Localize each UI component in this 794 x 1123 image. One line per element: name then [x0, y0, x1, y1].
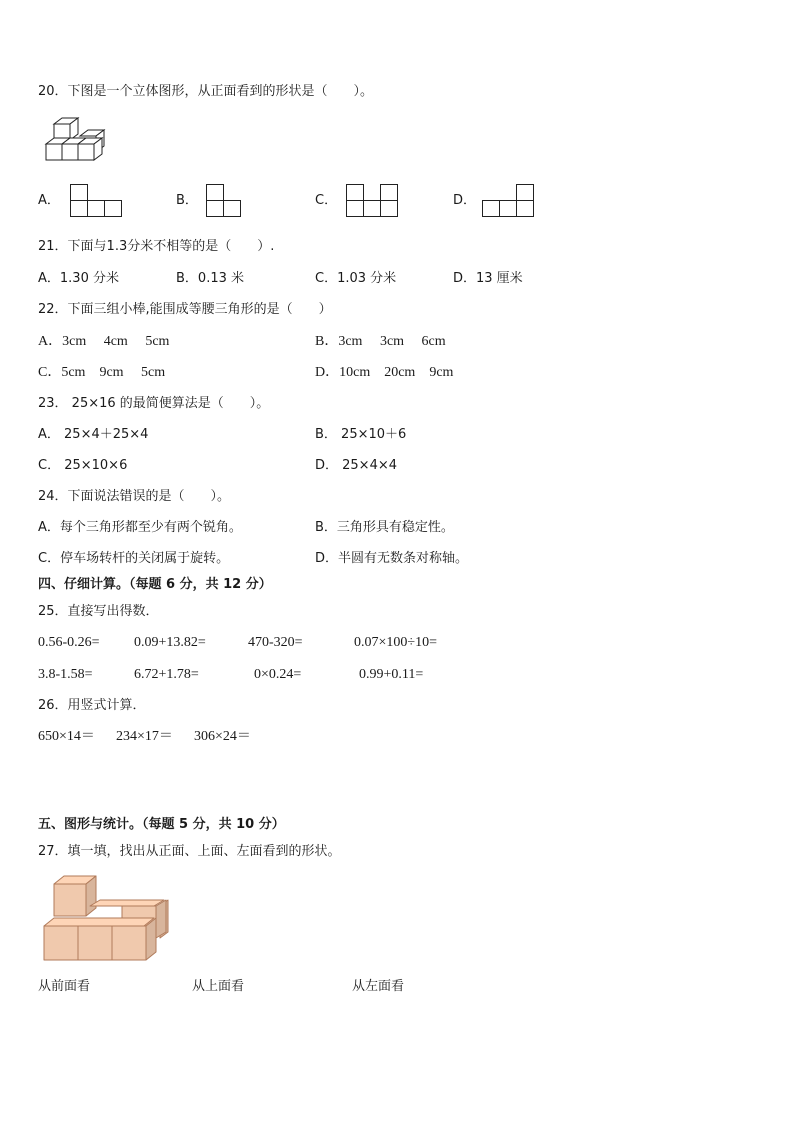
q20-option-b-figure [206, 184, 242, 218]
q21-option-a[interactable]: A．1.30 分米 [38, 271, 119, 286]
q23-option-a[interactable]: A． 25×4＋25×4 [38, 427, 149, 442]
q27-cube-figure [42, 870, 172, 964]
q22-option-d[interactable]: D．10cm 20cm 9cm [315, 365, 454, 380]
section-5-title: 五、图形与统计。（每题 5 分，共 10 分） [38, 817, 285, 832]
q22-option-a[interactable]: A．3cm 4cm 5cm [38, 334, 170, 349]
q20-option-d[interactable]: D． [453, 193, 477, 208]
q24-option-a[interactable]: A．每个三角形都至少有两个锐角。 [38, 520, 242, 535]
q27-label-top: 从上面看 [192, 979, 245, 994]
q25-item: 0.09+13.82= [134, 635, 206, 650]
q25-item: 3.8-1.58= [38, 667, 93, 682]
q20-option-a[interactable]: A． [38, 193, 60, 208]
q26-item: 650×14＝ [38, 729, 95, 744]
q23-stem: 23． 25×16 的最简便算法是（ ）。 [38, 396, 270, 411]
q20-option-d-figure [482, 184, 534, 218]
q22-stem: 22．下面三组小棒,能围成等腰三角形的是（ ） [38, 302, 332, 317]
q26-item: 306×24＝ [194, 729, 251, 744]
q24-option-b[interactable]: B．三角形具有稳定性。 [315, 520, 454, 535]
q23-option-b[interactable]: B． 25×10＋6 [315, 427, 407, 442]
q23-option-d[interactable]: D． 25×4×4 [315, 458, 398, 473]
q26-stem: 26．用竖式计算． [38, 698, 146, 713]
q20-option-c[interactable]: C． [315, 193, 338, 208]
q25-item: 0×0.24= [254, 667, 302, 682]
q24-stem: 24．下面说法错误的是（ ）。 [38, 489, 231, 504]
q20-solid-figure [40, 114, 112, 166]
q21-option-c[interactable]: C．1.03 分米 [315, 271, 397, 286]
q20-option-b[interactable]: B． [176, 193, 198, 208]
q23-option-c[interactable]: C． 25×10×6 [38, 458, 128, 473]
q25-item: 0.99+0.11= [359, 667, 424, 682]
q20-option-c-figure [346, 184, 398, 218]
q22-option-c[interactable]: C．5cm 9cm 5cm [38, 365, 166, 380]
q21-stem: 21．下面与1.3分米不相等的是（ ）. [38, 239, 275, 254]
q25-item: 0.07×100÷10= [354, 635, 437, 650]
q25-item: 6.72+1.78= [134, 667, 199, 682]
q24-option-c[interactable]: C．停车场转杆的关闭属于旋转。 [38, 551, 230, 566]
q27-label-left: 从左面看 [352, 979, 405, 994]
q25-stem: 25．直接写出得数． [38, 604, 159, 619]
q20-stem: 20．下图是一个立体图形，从正面看到的形状是（ ）。 [38, 84, 374, 99]
q21-option-d[interactable]: D．13 厘米 [453, 271, 523, 286]
q25-item: 470-320= [248, 635, 303, 650]
q21-option-b[interactable]: B．0.13 米 [176, 271, 244, 286]
q24-option-d[interactable]: D．半圆有无数条对称轴。 [315, 551, 469, 566]
q20-option-a-figure [70, 184, 122, 218]
q25-item: 0.56-0.26= [38, 635, 100, 650]
section-4-title: 四、仔细计算。（每题 6 分，共 12 分） [38, 577, 272, 592]
q27-stem: 27．填一填，找出从正面、上面、左面看到的形状。 [38, 844, 341, 859]
q27-label-front: 从前面看 [38, 979, 91, 994]
q26-item: 234×17＝ [116, 729, 173, 744]
q22-option-b[interactable]: B．3cm 3cm 6cm [315, 334, 446, 349]
